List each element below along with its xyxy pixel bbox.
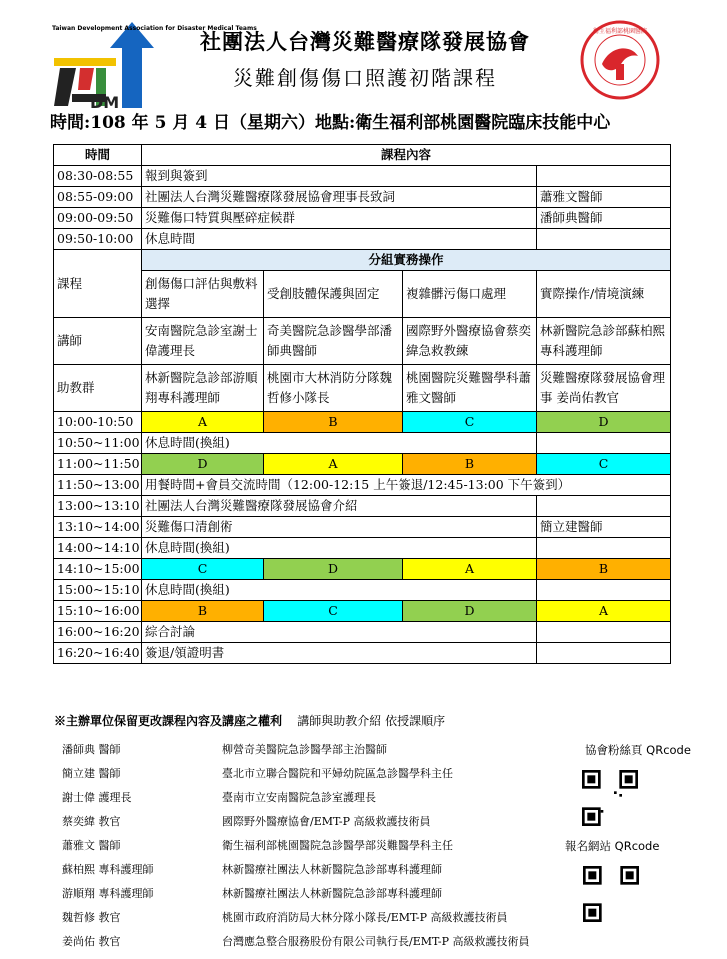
- instructor-row-label: 講師: [54, 318, 142, 365]
- row-time: 16:20~16:40: [54, 643, 142, 664]
- row-time: 09:00-09:50: [54, 208, 142, 229]
- group-assistant-row: [54, 365, 671, 412]
- header-time: 時間: [54, 145, 142, 166]
- fan-page-qr-code[interactable]: [582, 770, 638, 826]
- row-time: 08:30-08:55: [54, 166, 142, 187]
- course-subtitle: 災難創傷傷口照護初階課程: [233, 66, 497, 90]
- instructor-affiliation: 台灣應急整合服務股份有限公司執行長/EMT-P 高級救護技術員: [222, 935, 530, 948]
- row-instructor: 蕭雅文醫師: [537, 187, 671, 208]
- row-time: 13:00~13:10: [54, 496, 142, 517]
- row-time: 15:00~15:10: [54, 580, 142, 601]
- row-content: 綜合討論: [142, 622, 537, 643]
- table-row: [54, 454, 671, 475]
- date-location-line: 時間:108 年 5 月 4 日（星期六）地點:衛生福利部桃園醫院臨床技能中心: [50, 113, 611, 133]
- group-assistant-cell: 林新醫院急診部游順翔專科護理師: [142, 365, 264, 412]
- row-instructor: [537, 166, 671, 187]
- instructor-affiliation: 林新醫療社團法人林新醫院急診部專科護理師: [222, 887, 442, 900]
- row-time: 11:50~13:00: [54, 475, 142, 496]
- group-instructor-cell: 林新醫院急診部蘇柏熙專科護理師: [537, 318, 671, 365]
- row-content: 社團法人台灣災難醫療隊發展協會理事長致詞: [142, 187, 537, 208]
- group-slot-cell: C: [537, 454, 671, 475]
- disclaimer-rest: 講師與助教介紹 依授課順序: [297, 714, 446, 728]
- instructor-name: 姜尚佑 教官: [62, 935, 121, 948]
- table-row: [54, 166, 671, 187]
- instructor-affiliation: 國際野外醫療協會/EMT-P 高級救護技術員: [222, 815, 431, 828]
- group-slot-cell: B: [403, 454, 537, 475]
- group-slot-cell: D: [403, 601, 537, 622]
- row-content: 簽退/領證明書: [142, 643, 537, 664]
- group-slot-cell: C: [403, 412, 537, 433]
- group-instructor-cell: 國際野外醫療協會蔡奕緯急救教練: [403, 318, 537, 365]
- row-instructor: [537, 496, 671, 517]
- table-header-row: [54, 145, 671, 166]
- fan-page-qr-label: 協會粉絲頁 QRcode: [585, 743, 691, 757]
- row-time: 08:55-09:00: [54, 187, 142, 208]
- row-time: 15:10~16:00: [54, 601, 142, 622]
- group-slot-cell: B: [537, 559, 671, 580]
- row-instructor: [537, 580, 671, 601]
- row-time: 16:00~16:20: [54, 622, 142, 643]
- group-slot-cell: D: [142, 454, 264, 475]
- instructor-affiliation: 桃園市政府消防局大林分隊小隊長/EMT-P 高級救護技術員: [222, 911, 508, 924]
- table-row: [54, 580, 671, 601]
- row-content: 社團法人台灣災難醫療隊發展協會介紹: [142, 496, 537, 517]
- instructor-affiliation: 柳營奇美醫院急診醫學部主治醫師: [222, 743, 387, 756]
- group-instructor-cell: 安南醫院急診室謝士偉護理長: [142, 318, 264, 365]
- table-row: [54, 229, 671, 250]
- group-instructor-row: [54, 318, 671, 365]
- instructor-name: 謝士偉 護理長: [62, 791, 132, 804]
- group-slot-cell: D: [264, 559, 403, 580]
- group-slot-cell: A: [142, 412, 264, 433]
- header-content: 課程內容: [142, 145, 671, 166]
- row-time: 09:50-10:00: [54, 229, 142, 250]
- assistant-row-label: 助教群: [54, 365, 142, 412]
- hospital-seal: [580, 20, 660, 100]
- row-instructor: [537, 229, 671, 250]
- row-instructor: [537, 622, 671, 643]
- row-content: 休息時間(換組): [142, 538, 537, 559]
- instructor-name: 蔡奕緯 教官: [62, 815, 121, 828]
- row-time: 10:50~11:00: [54, 433, 142, 454]
- group-slot-cell: A: [264, 454, 403, 475]
- logo-text: Taiwan Development Association for Disaster Medical Teams: [52, 25, 257, 32]
- group-ops-row: [54, 250, 671, 271]
- schedule-table: [53, 144, 671, 664]
- row-instructor: [537, 538, 671, 559]
- row-content: 災難傷口清創術: [142, 517, 537, 538]
- course-row: [54, 271, 671, 318]
- disclaimer-bold: ※主辦單位保留更改課程內容及講座之權利: [54, 714, 283, 728]
- row-instructor: [537, 433, 671, 454]
- seal-text: 衛生福利部桃園醫院: [592, 28, 648, 35]
- page-title: 社團法人台灣災難醫療隊發展協會: [200, 29, 530, 54]
- group-slot-cell: B: [264, 412, 403, 433]
- group-slot-cell: D: [537, 412, 671, 433]
- table-row: [54, 412, 671, 433]
- registration-qr-code[interactable]: [583, 866, 639, 922]
- row-time: 11:00~11:50: [54, 454, 142, 475]
- table-row: [54, 601, 671, 622]
- row-content: 報到與簽到: [142, 166, 537, 187]
- registration-qr-label: 報名網站 QRcode: [565, 839, 660, 853]
- instructor-name: 游順翔 專科護理師: [62, 887, 154, 900]
- group-course-cell: 創傷傷口評估與敷料選擇: [142, 271, 264, 318]
- table-row: [54, 496, 671, 517]
- association-logo: [50, 20, 257, 112]
- svg-text:DM: DM: [90, 93, 120, 112]
- group-course-cell: 受創肢體保護與固定: [264, 271, 403, 318]
- group-slot-cell: B: [142, 601, 264, 622]
- table-row: [54, 517, 671, 538]
- course-row-label: 課程: [54, 250, 142, 318]
- instructor-affiliation: 臺南市立安南醫院急診室護理長: [222, 791, 376, 804]
- row-instructor: 簡立建醫師: [537, 517, 671, 538]
- group-slot-cell: A: [403, 559, 537, 580]
- group-course-cell: 複雜髒污傷口處理: [403, 271, 537, 318]
- row-content: 休息時間(換組): [142, 433, 537, 454]
- group-slot-cell: C: [264, 601, 403, 622]
- disclaimer-note: [54, 712, 445, 729]
- group-slot-cell: C: [142, 559, 264, 580]
- row-content: 用餐時間+會員交流時間（12:00-12:15 上午簽退/12:45-13:00 下午簽到）: [142, 475, 671, 496]
- table-row: [54, 475, 671, 496]
- instructor-name: 簡立建 醫師: [62, 767, 121, 780]
- row-time: 10:00-10:50: [54, 412, 142, 433]
- row-content: 災難傷口特質與壓碎症候群: [142, 208, 537, 229]
- instructor-name: 魏哲修 教官: [62, 911, 121, 924]
- group-course-cell: 實際操作/情境演練: [537, 271, 671, 318]
- group-assistant-cell: 災難醫療隊發展協會理事 姜尚佑教官: [537, 365, 671, 412]
- group-assistant-cell: 桃園市大林消防分隊魏哲修小隊長: [264, 365, 403, 412]
- table-row: [54, 622, 671, 643]
- table-row: [54, 643, 671, 664]
- row-time: 14:10~15:00: [54, 559, 142, 580]
- row-content: 休息時間: [142, 229, 537, 250]
- group-assistant-cell: 桃園醫院災難醫學科蕭雅文醫師: [403, 365, 537, 412]
- instructor-affiliation: 臺北市立聯合醫院和平婦幼院區急診醫學科主任: [222, 767, 453, 780]
- table-row: [54, 187, 671, 208]
- row-time: 13:10~14:00: [54, 517, 142, 538]
- row-content: 休息時間(換組): [142, 580, 537, 601]
- table-row: [54, 538, 671, 559]
- row-instructor: 潘師典醫師: [537, 208, 671, 229]
- instructor-affiliation: 衛生福利部桃園醫院急診醫學部災難醫學科主任: [222, 839, 453, 852]
- instructor-name: 蕭雅文 醫師: [62, 839, 121, 852]
- row-time: 14:00~14:10: [54, 538, 142, 559]
- instructor-name: 潘師典 醫師: [62, 743, 121, 756]
- table-row: [54, 559, 671, 580]
- group-slot-cell: A: [537, 601, 671, 622]
- table-row: [54, 433, 671, 454]
- group-instructor-cell: 奇美醫院急診醫學部潘師典醫師: [264, 318, 403, 365]
- instructor-affiliation: 林新醫療社團法人林新醫院急診部專科護理師: [222, 863, 442, 876]
- table-row: [54, 208, 671, 229]
- row-instructor: [537, 643, 671, 664]
- group-ops-label: 分組實務操作: [142, 250, 671, 271]
- instructor-name: 蘇柏熙 專科護理師: [62, 863, 154, 876]
